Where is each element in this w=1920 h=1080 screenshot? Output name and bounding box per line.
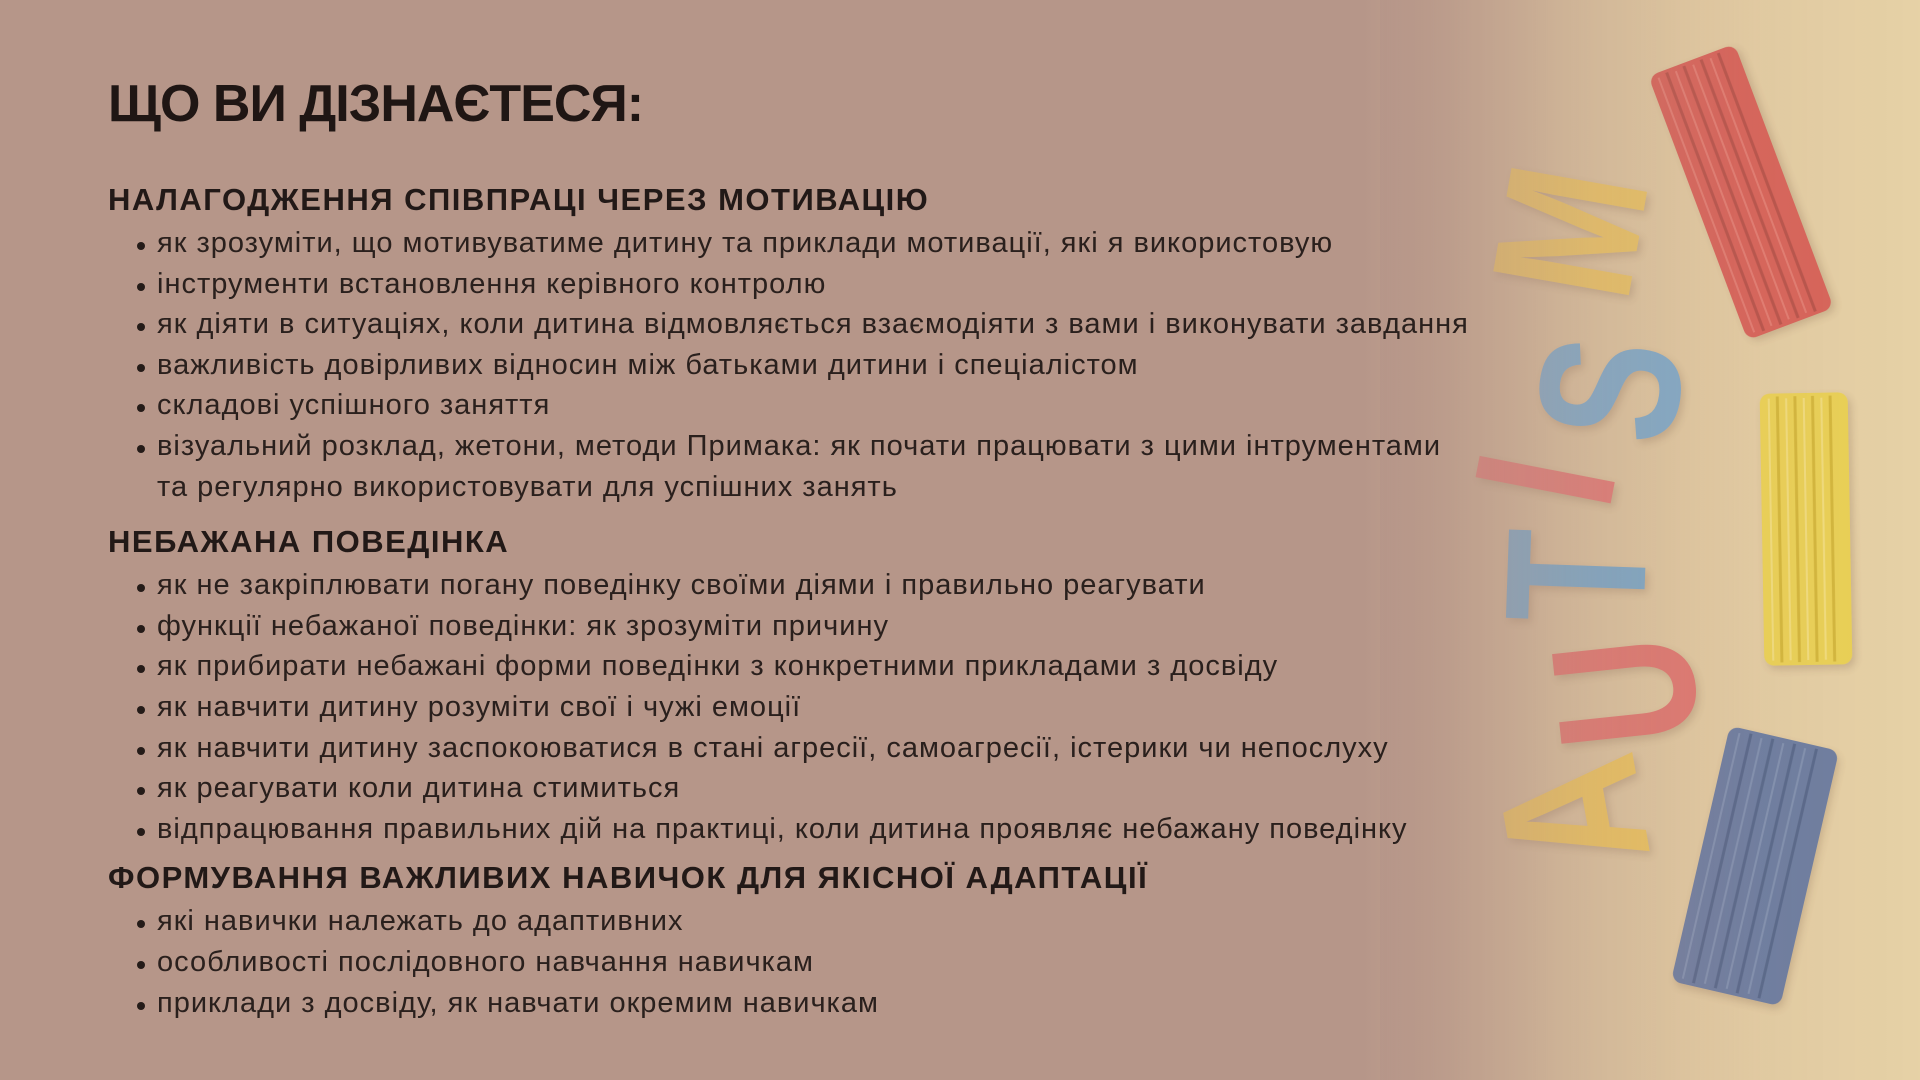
bullet-item [108, 646, 1808, 687]
bullet-text: складові успішного заняття [157, 389, 551, 422]
bullet-item [108, 983, 1808, 1024]
bullet-item [108, 606, 1808, 647]
bullet-text: як навчити дитину розуміти свої і чужі емоції [157, 690, 802, 723]
section-cooperation-motivation [108, 180, 1808, 507]
bullet-item [108, 385, 1808, 426]
bullet-item [108, 687, 1808, 728]
bullet-item [108, 345, 1808, 386]
bullet-icon [137, 323, 145, 331]
bullet-text: як прибирати небажані форми поведінки з конкретними прикладами з досвіду [157, 650, 1279, 683]
bullet-icon [137, 625, 145, 633]
bullet-list [108, 901, 1808, 1023]
bullet-text: які навички належать до адаптивних [157, 905, 684, 938]
bullet-item [108, 942, 1808, 983]
section-heading: НЕБАЖАНА ПОВЕДІНКА [108, 524, 510, 560]
bullet-item [108, 426, 1808, 507]
bullet-list [108, 565, 1808, 849]
bullet-text: як навчити дитину заспокоюватися в стані агресії, самоагресії, істерики чи непослуху [157, 731, 1389, 764]
bullet-icon [137, 828, 145, 836]
bullet-icon [137, 920, 145, 928]
bullet-text: як не закріплювати погану поведінку своїми діями і правильно реагувати [157, 569, 1206, 602]
section-adaptive-skills [108, 858, 1808, 1023]
bullet-item [108, 223, 1808, 264]
bullet-text: інструменти встановлення керівного контролю [157, 267, 827, 300]
bullet-text: як діяти в ситуаціях, коли дитина відмовляється взаємодіяти з вами і виконувати завдання [157, 308, 1469, 341]
bullet-item [108, 809, 1808, 850]
bullet-icon [137, 404, 145, 412]
bullet-text: важливість довірливих відносин між батьками дитини і спеціалістом [157, 348, 1139, 381]
bullet-icon [137, 242, 145, 250]
bullet-icon [137, 364, 145, 372]
bullet-text: візуальний розклад, жетони, методи Примака: як почати працювати з цими інтрументами та регулярно використовувати для успішних занять [157, 429, 1442, 503]
bullet-icon [137, 747, 145, 755]
page-title: ЩО ВИ ДІЗНАЄТЕСЯ: [108, 75, 644, 133]
bullet-icon [137, 283, 145, 291]
bullet-text: особливості послідовного навчання навичкам [157, 945, 814, 978]
bullet-item [108, 565, 1808, 606]
bullet-text: як зрозуміти, що мотивуватиме дитину та приклади мотивації, які я використовую [157, 227, 1334, 259]
bullet-icon [137, 787, 145, 795]
bullet-icon [137, 665, 145, 673]
bullet-icon [137, 445, 145, 453]
bullet-text: функції небажаної поведінки: як зрозуміти причину [157, 609, 889, 642]
bullet-item [108, 304, 1808, 345]
section-heading: ФОРМУВАННЯ ВАЖЛИВИХ НАВИЧОК ДЛЯ ЯКІСНОЇ АДАПТАЦІЇ [108, 860, 1149, 896]
bullet-item [108, 768, 1808, 809]
bullet-icon [137, 584, 145, 592]
bullet-item [108, 264, 1808, 305]
bullet-icon [137, 961, 145, 969]
bullet-icon [137, 1002, 145, 1010]
slide-text-content [108, 75, 1808, 1023]
section-unwanted-behavior [108, 522, 1808, 849]
bullet-item [108, 901, 1808, 942]
bullet-text: відпрацювання правильних дій на практиці, коли дитина проявляє небажану поведінку [157, 812, 1408, 845]
bullet-text: як реагувати коли дитина стимиться [157, 772, 681, 805]
bullet-list [108, 223, 1808, 507]
section-heading: НАЛАГОДЖЕННЯ СПІВПРАЦІ ЧЕРЕЗ МОТИВАЦІЮ [108, 182, 930, 217]
bullet-item [108, 728, 1808, 769]
bullet-icon [137, 706, 145, 714]
bullet-text: приклади з досвіду, як навчати окремим навичкам [157, 986, 879, 1019]
